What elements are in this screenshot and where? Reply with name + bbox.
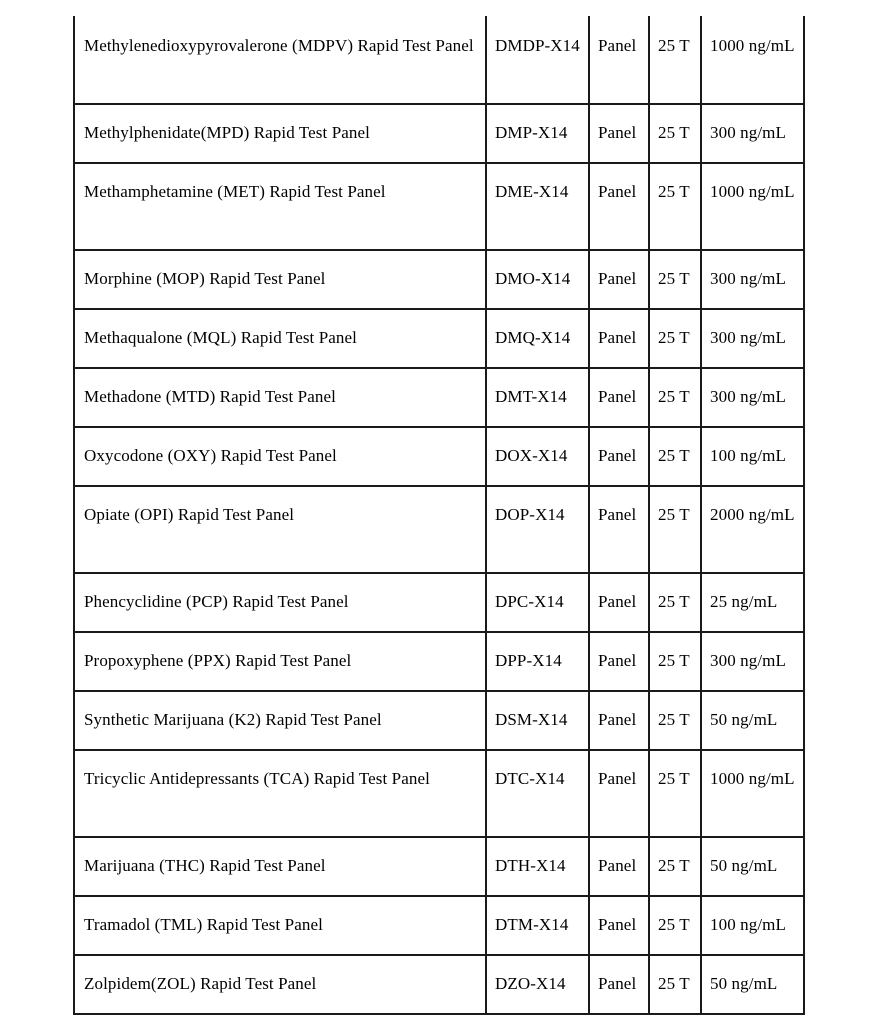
table-row: [74, 250, 804, 309]
cell-format: Panel: [589, 573, 649, 632]
cell-format: Panel: [589, 163, 649, 250]
cell-code: DSM-X14: [486, 691, 589, 750]
cell-format: Panel: [589, 250, 649, 309]
cell-quantity: 25 T: [649, 163, 701, 250]
cell-quantity: 25 T: [649, 250, 701, 309]
cell-cutoff: 1000 ng/mL: [701, 163, 804, 250]
table-row: [74, 691, 804, 750]
table-row: [74, 955, 804, 1014]
cell-cutoff: 300 ng/mL: [701, 250, 804, 309]
cell-name: Marijuana (THC) Rapid Test Panel: [74, 837, 486, 896]
cell-code: DPC-X14: [486, 573, 589, 632]
table-row: [74, 163, 804, 250]
table-row: [74, 486, 804, 573]
cell-code: DTH-X14: [486, 837, 589, 896]
cell-format: Panel: [589, 837, 649, 896]
cell-name: Zolpidem(ZOL) Rapid Test Panel: [74, 955, 486, 1014]
cell-quantity: 25 T: [649, 750, 701, 837]
table-row: [74, 368, 804, 427]
cell-format: Panel: [589, 691, 649, 750]
cell-name: Phencyclidine (PCP) Rapid Test Panel: [74, 573, 486, 632]
cell-name: Methadone (MTD) Rapid Test Panel: [74, 368, 486, 427]
cell-quantity: 25 T: [649, 368, 701, 427]
table-row: [74, 309, 804, 368]
cell-format: Panel: [589, 309, 649, 368]
cell-name: Tramadol (TML) Rapid Test Panel: [74, 896, 486, 955]
cell-format: Panel: [589, 17, 649, 104]
cell-quantity: 25 T: [649, 486, 701, 573]
table-row: [74, 104, 804, 163]
cell-cutoff: 1000 ng/mL: [701, 17, 804, 104]
cell-cutoff: 100 ng/mL: [701, 427, 804, 486]
cell-code: DME-X14: [486, 163, 589, 250]
cell-code: DPP-X14: [486, 632, 589, 691]
cell-format: Panel: [589, 486, 649, 573]
table-row: [74, 632, 804, 691]
table-row: [74, 17, 804, 104]
cell-quantity: 25 T: [649, 104, 701, 163]
cell-quantity: 25 T: [649, 427, 701, 486]
cell-name: Methylphenidate(MPD) Rapid Test Panel: [74, 104, 486, 163]
cell-format: Panel: [589, 104, 649, 163]
cell-format: Panel: [589, 427, 649, 486]
cell-code: DMDP-X14: [486, 17, 589, 104]
table-row: [74, 837, 804, 896]
cell-name: Tricyclic Antidepressants (TCA) Rapid Test Panel: [74, 750, 486, 837]
cell-code: DOX-X14: [486, 427, 589, 486]
cell-quantity: 25 T: [649, 837, 701, 896]
product-specification-table: [73, 16, 805, 1015]
cell-quantity: 25 T: [649, 691, 701, 750]
cell-code: DMP-X14: [486, 104, 589, 163]
cell-format: Panel: [589, 632, 649, 691]
cell-name: Oxycodone (OXY) Rapid Test Panel: [74, 427, 486, 486]
cell-format: Panel: [589, 955, 649, 1014]
cell-cutoff: 300 ng/mL: [701, 368, 804, 427]
cell-name: Morphine (MOP) Rapid Test Panel: [74, 250, 486, 309]
cell-cutoff: 50 ng/mL: [701, 837, 804, 896]
cell-cutoff: 25 ng/mL: [701, 573, 804, 632]
cell-quantity: 25 T: [649, 632, 701, 691]
cell-cutoff: 1000 ng/mL: [701, 750, 804, 837]
cell-format: Panel: [589, 750, 649, 837]
cell-cutoff: 50 ng/mL: [701, 691, 804, 750]
cell-code: DMQ-X14: [486, 309, 589, 368]
cell-code: DZO-X14: [486, 955, 589, 1014]
cell-cutoff: 50 ng/mL: [701, 955, 804, 1014]
cell-cutoff: 100 ng/mL: [701, 896, 804, 955]
cell-quantity: 25 T: [649, 309, 701, 368]
table-row: [74, 750, 804, 837]
cell-name: Opiate (OPI) Rapid Test Panel: [74, 486, 486, 573]
table-row: [74, 573, 804, 632]
cell-name: Propoxyphene (PPX) Rapid Test Panel: [74, 632, 486, 691]
cell-code: DMO-X14: [486, 250, 589, 309]
cell-code: DMT-X14: [486, 368, 589, 427]
cell-format: Panel: [589, 368, 649, 427]
cell-name: Methylenedioxypyrovalerone (MDPV) Rapid Test Panel: [74, 17, 486, 104]
table-body: [74, 17, 804, 1014]
cell-cutoff: 300 ng/mL: [701, 104, 804, 163]
cell-code: DTM-X14: [486, 896, 589, 955]
cell-cutoff: 300 ng/mL: [701, 309, 804, 368]
cell-name: Synthetic Marijuana (K2) Rapid Test Panel: [74, 691, 486, 750]
cell-code: DTC-X14: [486, 750, 589, 837]
cell-quantity: 25 T: [649, 573, 701, 632]
cell-code: DOP-X14: [486, 486, 589, 573]
table-row: [74, 427, 804, 486]
cell-quantity: 25 T: [649, 896, 701, 955]
cell-format: Panel: [589, 896, 649, 955]
cell-quantity: 25 T: [649, 17, 701, 104]
cell-quantity: 25 T: [649, 955, 701, 1014]
cell-name: Methamphetamine (MET) Rapid Test Panel: [74, 163, 486, 250]
cell-name: Methaqualone (MQL) Rapid Test Panel: [74, 309, 486, 368]
cell-cutoff: 2000 ng/mL: [701, 486, 804, 573]
table-row: [74, 896, 804, 955]
cell-cutoff: 300 ng/mL: [701, 632, 804, 691]
